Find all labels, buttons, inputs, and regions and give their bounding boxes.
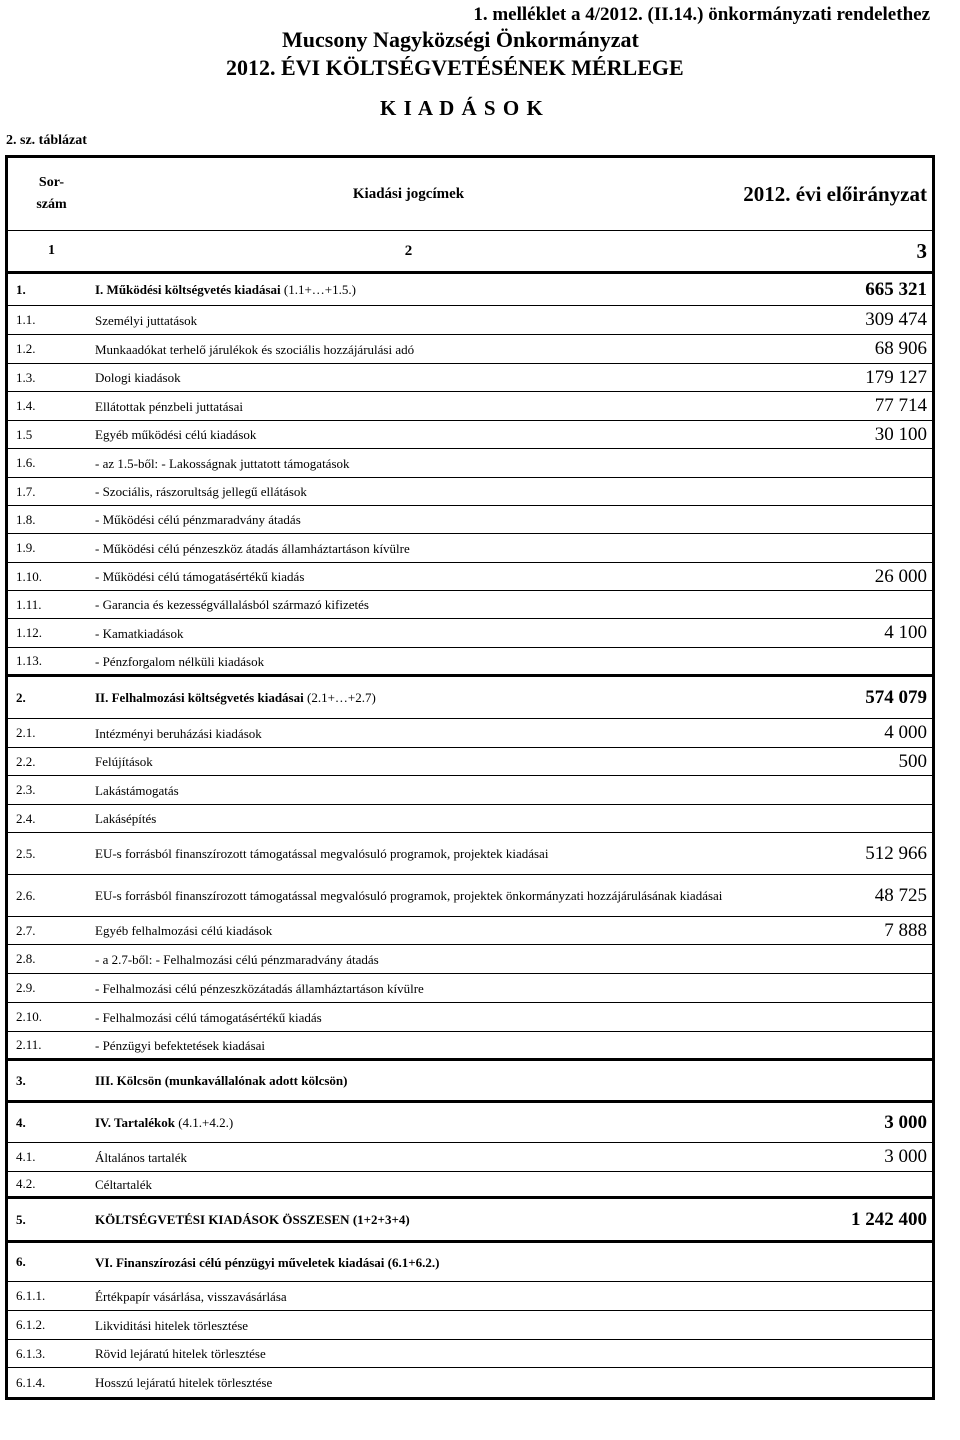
appropriation-amount: 48 725 [874, 884, 927, 906]
expense-title-cell [95, 979, 772, 998]
expense-title-formula: (1.1+…+1.5.) [280, 282, 356, 297]
row-number: 6.1.2. [16, 1317, 46, 1332]
expense-title-cell [95, 567, 772, 586]
expense-title: Lakástámogatás [95, 782, 179, 798]
expense-title-cell [95, 539, 772, 558]
expense-title: - Szociális, rászorultság jellegű ellátások [95, 484, 307, 499]
expense-title: - Felhalmozási célú támogatásértékű kiadás [95, 1009, 322, 1025]
expense-title: - az 1.5-ből: - Lakosságnak juttatott támogatások [95, 455, 350, 471]
table-row [8, 1032, 932, 1061]
expense-title: VI. Finanszírozási célú pénzügyi műveletek kiadásai (6.1+6.2.) [95, 1254, 440, 1270]
row-number: 2.4. [16, 810, 36, 826]
row-number: 2.6. [16, 887, 36, 903]
row-number: 1.7. [16, 483, 36, 499]
table-number: 2. sz. táblázat [6, 133, 87, 148]
row-number: 1.8. [16, 511, 36, 527]
header-appropriation: 2012. évi előirányzat [743, 181, 927, 206]
expense-title: Felújítások [95, 754, 153, 769]
row-number: 1.4. [16, 398, 36, 413]
appropriation-amount: 500 [898, 750, 927, 772]
row-number: 2.11. [16, 1037, 42, 1052]
row-number: 2.5. [16, 845, 36, 861]
row-number: 4.1. [16, 1149, 36, 1164]
row-number: 2.10. [16, 1009, 42, 1024]
row-number: 1.1. [16, 312, 36, 327]
table-row [8, 534, 932, 563]
expense-title: Egyéb működési célú kiadások [95, 427, 257, 442]
expense-title-cell [95, 1253, 772, 1272]
header-row-number [8, 172, 95, 216]
expense-title-cell [95, 844, 772, 863]
expense-title-cell [95, 950, 772, 969]
row-number: 3. [16, 1072, 26, 1088]
table-row [8, 1103, 932, 1143]
table-row [8, 1172, 932, 1199]
budget-table [5, 155, 935, 1400]
expense-title-cell [95, 482, 772, 501]
column-index-3: 3 [916, 238, 927, 263]
expense-title-cell [95, 510, 772, 529]
header-row-number-line1: Sor- [38, 175, 65, 190]
document-title: 2012. ÉVI KÖLTSÉGVETÉSÉNEK MÉRLEGE [226, 55, 684, 80]
expense-title-cell [95, 652, 772, 671]
appropriation-amount: 179 127 [865, 366, 927, 388]
appropriation-amount: 665 321 [865, 278, 927, 300]
table-row [8, 478, 932, 506]
table-row [8, 306, 932, 335]
expense-title-cell [95, 1344, 772, 1363]
table-header-row [8, 158, 932, 231]
row-number: 2.2. [16, 753, 36, 769]
expense-title: - Pénzforgalom nélküli kiadások [95, 653, 265, 669]
table-row [8, 449, 932, 478]
expense-title: Intézményi beruházási kiadások [95, 725, 262, 741]
table-row [8, 1143, 932, 1172]
expense-title-cell [95, 1071, 772, 1090]
expense-title: - Működési célú pénzeszköz átadás államháztartáson kívülre [95, 540, 410, 556]
expense-title: Személyi juttatások [95, 312, 198, 328]
appropriation-amount: 4 000 [884, 722, 927, 743]
expense-title-cell [95, 752, 772, 771]
expense-title: Lakásépítés [95, 811, 157, 826]
expense-title-cell [95, 1175, 772, 1194]
expense-title: IV. Tartalékok [95, 1115, 175, 1130]
header-row-number-line2: szám [36, 197, 67, 212]
expense-title: KÖLTSÉGVETÉSI KIADÁSOK ÖSSZESEN (1+2+3+4) [95, 1212, 410, 1227]
table-row [8, 1311, 932, 1340]
expense-title: - Felhalmozási célú pénzeszközátadás államháztartáson kívülre [95, 980, 424, 996]
expense-title-cell [95, 340, 772, 359]
table-row [8, 619, 932, 648]
expense-title: Dologi kiadások [95, 370, 181, 385]
appropriation-amount: 4 100 [884, 622, 927, 643]
table-row [8, 833, 932, 875]
table-row [8, 875, 932, 917]
expense-title-cell [95, 311, 772, 330]
row-number: 2.3. [16, 782, 36, 797]
table-row [8, 1003, 932, 1032]
row-number: 2.9. [16, 980, 36, 995]
table-row [8, 1199, 932, 1243]
row-number: 6.1.3. [16, 1345, 46, 1361]
table-row [8, 563, 932, 591]
row-number: 1. [16, 281, 26, 297]
expense-title-cell [95, 595, 772, 614]
expense-title: - a 2.7-ből: - Felhalmozási célú pénzmaradvány átadás [95, 951, 379, 967]
row-number: 1.10. [16, 568, 42, 584]
appropriation-amount: 3 000 [884, 1111, 927, 1133]
expense-title: - Pénzügyi befektetések kiadásai [95, 1037, 266, 1053]
row-number: 1.12. [16, 625, 42, 640]
appropriation-amount: 68 906 [874, 338, 927, 359]
appropriation-amount: 3 000 [884, 1146, 927, 1167]
expense-title-cell [95, 1210, 772, 1229]
header-expense-title: Kiadási jogcímek [352, 185, 465, 202]
expense-title-cell [95, 1287, 772, 1306]
table-row [8, 335, 932, 364]
expense-title-cell [95, 425, 772, 444]
row-number: 2.7. [16, 922, 36, 938]
organization-name: Mucsony Nagyközségi Önkormányzat [282, 27, 639, 52]
table-row [8, 945, 932, 974]
row-number: 2. [16, 689, 26, 705]
expense-title-cell [95, 921, 772, 940]
row-number: 5. [16, 1211, 26, 1227]
row-number: 1.6. [16, 455, 36, 470]
row-number: 6.1.1. [16, 1288, 46, 1303]
expense-title-cell [95, 624, 772, 643]
expense-title: - Működési célú pénzmaradvány átadás [95, 512, 301, 527]
expense-title: III. Kölcsön (munkavállalónak adott kölcsön) [95, 1073, 348, 1088]
table-row [8, 1340, 932, 1368]
row-number: 6. [16, 1254, 26, 1269]
expense-title: Rövid lejáratú hitelek törlesztése [95, 1346, 266, 1361]
annex-reference: 1. melléklet a 4/2012. (II.14.) önkormányzati rendelethez [473, 4, 930, 25]
table-row [8, 917, 932, 945]
expense-title-cell [95, 454, 772, 473]
column-index-row [8, 231, 932, 274]
row-number: 1.13. [16, 653, 42, 668]
table-row [8, 974, 932, 1003]
expense-title: Értékpapír vásárlása, visszavásárlása [95, 1288, 287, 1304]
expense-title-formula: (2.1+…+2.7) [303, 690, 376, 705]
table-row [8, 1243, 932, 1282]
expense-title: Ellátottak pénzbeli juttatásai [95, 398, 244, 414]
expense-title-cell [95, 1148, 772, 1167]
expense-title-cell [95, 809, 772, 828]
row-number: 6.1.4. [16, 1374, 46, 1390]
expense-title: Általános tartalék [95, 1149, 188, 1165]
table-row [8, 274, 932, 306]
expense-title-cell [95, 886, 772, 905]
expense-title: EU-s forrásból finanszírozott támogatással megvalósuló programok, projektek önkormányzati hozzájárulásának kiadásai [95, 888, 723, 903]
row-number: 1.9. [16, 540, 36, 555]
expense-title-cell [95, 724, 772, 743]
expense-title-formula: (4.1.+4.2.) [174, 1115, 234, 1130]
expense-title: - Működési célú támogatásértékű kiadás [95, 569, 305, 584]
table-row [8, 392, 932, 421]
appropriation-amount: 512 966 [865, 842, 927, 864]
appropriation-amount: 574 079 [865, 686, 927, 708]
table-row [8, 1282, 932, 1311]
table-row [8, 805, 932, 833]
expense-title: Egyéb felhalmozási célú kiadások [95, 923, 273, 938]
expense-title-cell [95, 368, 772, 387]
expense-title: Munkaadókat terhelő járulékok és szociális hozzájárulási adó [95, 341, 415, 357]
row-number: 2.8. [16, 951, 36, 966]
appropriation-amount: 1 242 400 [851, 1208, 927, 1230]
expense-title-cell [95, 781, 772, 800]
expense-title-cell [95, 1113, 772, 1132]
table-row [8, 421, 932, 449]
expense-title: Likviditási hitelek törlesztése [95, 1317, 249, 1333]
expense-title: Hosszú lejáratú hitelek törlesztése [95, 1375, 273, 1390]
column-index-2: 2 [404, 242, 413, 259]
table-row [8, 719, 932, 748]
column-index-1: 1 [48, 243, 55, 258]
appropriation-amount: 77 714 [874, 395, 927, 416]
section-title: K I A D Á S O K [380, 96, 544, 120]
row-number: 2.1. [16, 725, 36, 740]
expense-title: EU-s forrásból finanszírozott támogatással megvalósuló programok, projektek kiadásai [95, 846, 549, 861]
expense-title-cell [95, 1316, 772, 1335]
expense-title: Céltartalék [95, 1176, 153, 1192]
row-number: 1.3. [16, 369, 36, 385]
appropriation-amount: 26 000 [874, 565, 927, 587]
table-row [8, 364, 932, 392]
expense-title-cell [95, 280, 772, 299]
expense-title: - Garancia és kezességvállalásból származó kifizetés [95, 597, 369, 612]
row-number: 4. [16, 1114, 26, 1130]
expense-title: I. Működési költségvetés kiadásai [95, 282, 281, 297]
table-row [8, 506, 932, 534]
row-number: 1.5 [16, 426, 33, 442]
table-row [8, 748, 932, 776]
table-row [8, 776, 932, 805]
appropriation-amount: 7 888 [884, 919, 927, 941]
table-row [8, 1368, 932, 1397]
expense-title-cell [95, 1036, 772, 1055]
row-number: 1.2. [16, 341, 36, 356]
row-number: 4.2. [16, 1176, 36, 1191]
row-number: 1.11. [16, 596, 42, 612]
expense-title-cell [95, 1373, 772, 1392]
appropriation-amount: 309 474 [865, 309, 927, 330]
table-row [8, 648, 932, 677]
expense-title-cell [95, 688, 772, 707]
expense-title-cell [95, 397, 772, 416]
expense-title-cell [95, 1008, 772, 1027]
table-row [8, 591, 932, 619]
table-row [8, 677, 932, 719]
expense-title: - Kamatkiadások [95, 625, 184, 641]
table-row [8, 1061, 932, 1103]
expense-title: II. Felhalmozási költségvetés kiadásai [95, 690, 304, 705]
appropriation-amount: 30 100 [874, 423, 927, 445]
